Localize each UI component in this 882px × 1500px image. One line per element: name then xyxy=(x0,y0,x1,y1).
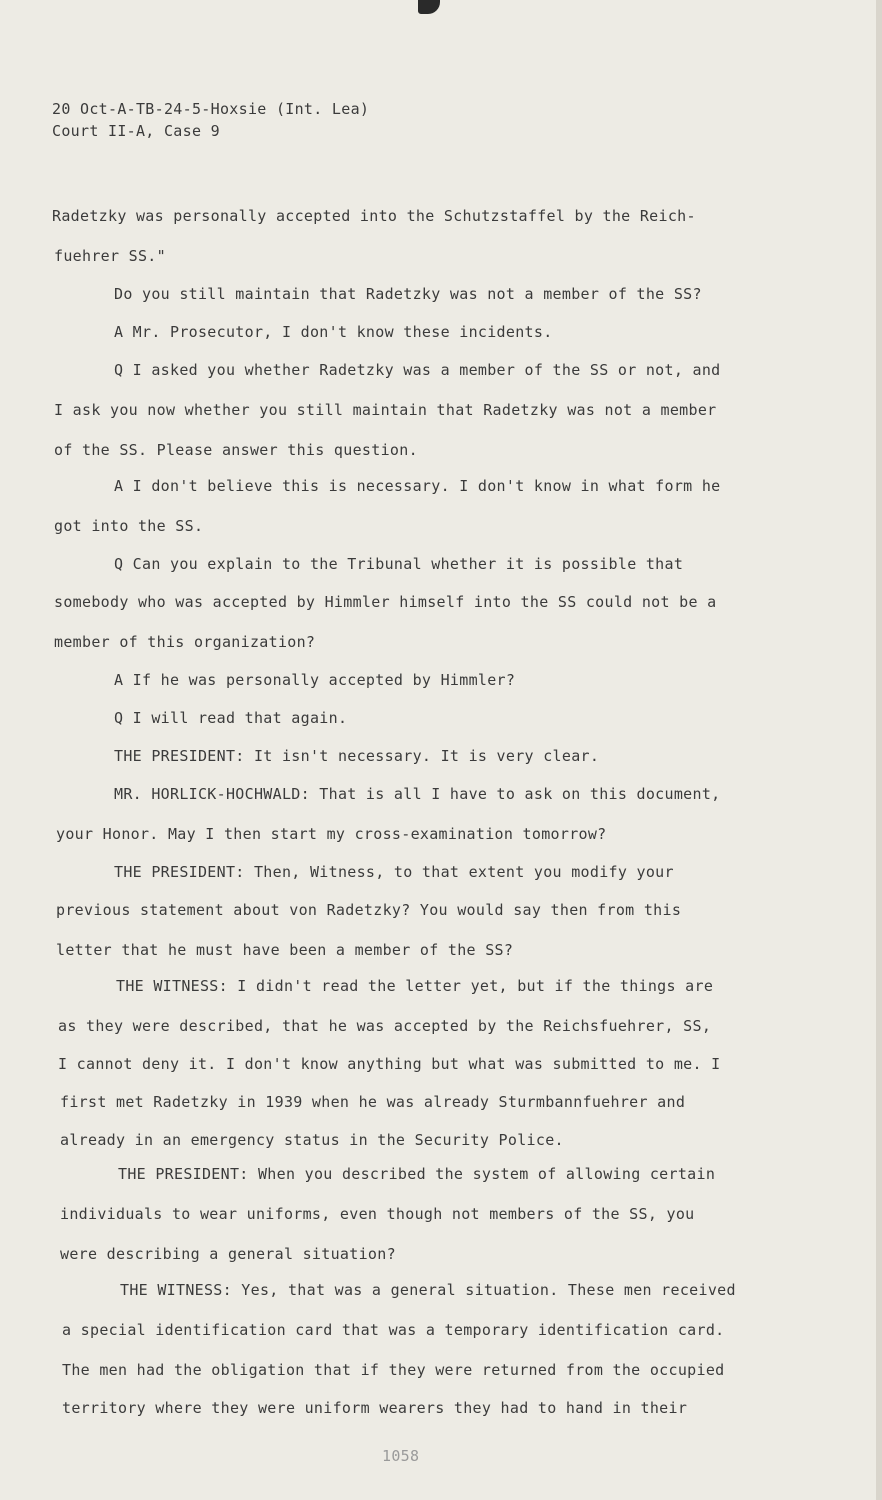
transcript-line: The men had the obligation that if they were returned from the occupied xyxy=(62,1361,725,1379)
transcript-line: your Honor. May I then start my cross-examination tomorrow? xyxy=(56,825,607,843)
transcript-line: I ask you now whether you still maintain that Radetzky was not a member xyxy=(54,401,717,419)
document-header xyxy=(52,98,369,142)
transcript-line: already in an emergency status in the Security Police. xyxy=(60,1131,564,1149)
transcript-line: Radetzky was personally accepted into the Schutzstaffel by the Reich- xyxy=(52,207,696,225)
transcript-line: THE WITNESS: Yes, that was a general situation. These men received xyxy=(120,1281,736,1299)
transcript-line: previous statement about von Radetzky? You would say then from this xyxy=(56,901,682,919)
transcript-line: A I don't believe this is necessary. I don't know in what form he xyxy=(114,477,721,495)
transcript-line: A Mr. Prosecutor, I don't know these incidents. xyxy=(114,323,553,341)
transcript-line: first met Radetzky in 1939 when he was already Sturmbannfuehrer and xyxy=(60,1093,686,1111)
transcript-line: got into the SS. xyxy=(54,517,204,535)
transcript-line: Do you still maintain that Radetzky was not a member of the SS? xyxy=(114,285,702,303)
transcript-line: member of this organization? xyxy=(54,633,316,651)
header-line-1: 20 Oct-A-TB-24-5-Hoxsie (Int. Lea) xyxy=(52,100,370,118)
transcript-line: of the SS. Please answer this question. xyxy=(54,441,418,459)
transcript-line: were describing a general situation? xyxy=(60,1245,396,1263)
transcript-line: THE PRESIDENT: It isn't necessary. It is very clear. xyxy=(114,747,600,765)
transcript-line: THE WITNESS: I didn't read the letter yet, but if the things are xyxy=(116,977,714,995)
transcript-line: THE PRESIDENT: When you described the system of allowing certain xyxy=(118,1165,716,1183)
transcript-line: Q Can you explain to the Tribunal whether it is possible that xyxy=(114,555,684,573)
transcript-line: A If he was personally accepted by Himmler? xyxy=(114,671,516,689)
header-line-2: Court II-A, Case 9 xyxy=(52,122,220,140)
transcript-line: somebody who was accepted by Himmler himself into the SS could not be a xyxy=(54,593,717,611)
page-number: 1058 xyxy=(382,1447,420,1465)
transcript-line: fuehrer SS." xyxy=(54,247,166,265)
transcript-line: a special identification card that was a temporary identification card. xyxy=(62,1321,725,1339)
transcript-line: letter that he must have been a member of the SS? xyxy=(56,941,514,959)
transcript-line: Q I asked you whether Radetzky was a member of the SS or not, and xyxy=(114,361,721,379)
transcript-line: territory where they were uniform wearers they had to hand in their xyxy=(62,1399,688,1417)
transcript-line: THE PRESIDENT: Then, Witness, to that extent you modify your xyxy=(114,863,674,881)
paper-tear-mark xyxy=(418,0,440,14)
page-edge xyxy=(876,0,882,1500)
transcript-line: individuals to wear uniforms, even though not members of the SS, you xyxy=(60,1205,695,1223)
transcript-line: I cannot deny it. I don't know anything but what was submitted to me. I xyxy=(58,1055,721,1073)
transcript-line: as they were described, that he was accepted by the Reichsfuehrer, SS, xyxy=(58,1017,712,1035)
transcript-line: Q I will read that again. xyxy=(114,709,348,727)
transcript-line: MR. HORLICK-HOCHWALD: That is all I have to ask on this document, xyxy=(114,785,721,803)
